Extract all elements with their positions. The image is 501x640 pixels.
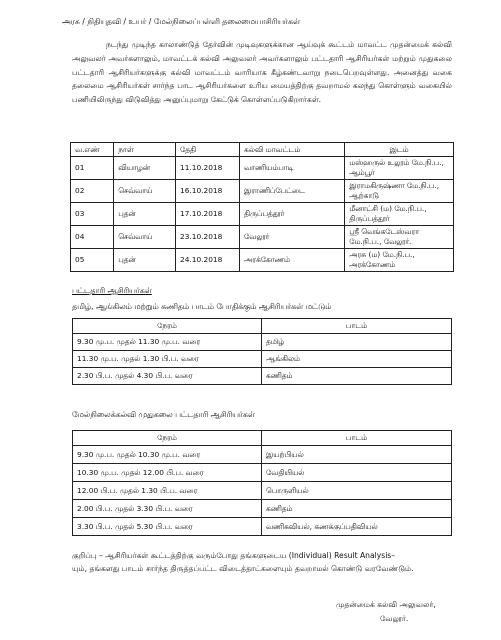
note-line-2: யும், தங்களது பாடம் சார்ந்த திருத்தப்பட்ட விடைத்தாட்களையும் தவறாமல் கொண்டு வரவேண்டும். xyxy=(72,564,414,573)
cell-serial: 01 xyxy=(71,157,114,180)
cell-subject: தமிழ் xyxy=(262,334,452,351)
col-header-subject: பாடம் xyxy=(262,319,452,334)
col-header-time: நேரம் xyxy=(73,431,262,446)
postgraduate-timetable xyxy=(72,430,452,536)
addressee-line: அரசு / நிதியுதவி / உயர் / மேல்நிலைப்பள்ளி தலைமையாசிரியர்கள் xyxy=(62,17,301,26)
col-header-time: நேரம் xyxy=(73,319,262,334)
col-header-subject: பாடம் xyxy=(262,431,452,446)
cell-time: 12.00 பி.ப. முதல் 1.30 பி.ப. வரை xyxy=(73,482,262,500)
table-row xyxy=(73,500,452,518)
cell-time: 9.30 மு.ப. முதல் 10.30 மு.ப. வரை xyxy=(73,446,262,464)
cell-venue: ஸ்ரீ வெங்கடேஸ்வரா மே.நி.ப., வேலூர். xyxy=(345,226,454,249)
cell-date: 16.10.2018 xyxy=(176,180,240,203)
cell-time: 9.30 மு.ப. முதல் 11.30 மு.ப. வரை xyxy=(73,334,262,351)
table-row xyxy=(73,464,452,482)
cell-serial: 05 xyxy=(71,249,114,272)
table-row xyxy=(73,334,452,351)
col-header-serial: வ.எண் xyxy=(71,143,114,157)
table-row xyxy=(71,249,454,272)
cell-venue: மீனாட்சி (ம) மே.நி.ப., திருப்பத்தூர் xyxy=(345,203,454,226)
signature-title: முதன்மைக் கல்வி அலுவலர், xyxy=(336,600,436,609)
postgraduate-heading: மேல்நிலைக்கல்வி முதுகலை பட்டதாரி ஆசிரியர்கள் xyxy=(72,410,255,419)
table-row xyxy=(71,157,454,180)
schedule-table xyxy=(70,142,454,272)
cell-subject: ஆங்கிலம் xyxy=(262,351,452,368)
col-header-day: நாள் xyxy=(114,143,176,157)
intro-section xyxy=(72,38,452,107)
col-header-venue: இடம் xyxy=(345,143,454,157)
note-line-1: குறிப்பு – ஆசிரியர்கள் கூட்டத்திற்கு வரும்போது தங்களுடைய (Individual) Result Analysis– xyxy=(72,551,396,560)
schedule-header-row xyxy=(71,143,454,157)
cell-subject: கணிதம் xyxy=(262,368,452,385)
table-row xyxy=(73,368,452,385)
graduate-timetable xyxy=(72,318,452,385)
cell-subject: வேதியியல் xyxy=(262,464,452,482)
cell-subject: வணிகவியல், கணக்குப்பதிவியல் xyxy=(262,518,452,536)
cell-subject: இயற்பியல் xyxy=(262,446,452,464)
cell-venue: இராமகிருஷ்ணா மே.நி.ப., ஆற்காடு xyxy=(345,180,454,203)
table-row xyxy=(73,482,452,500)
graduate-header-row xyxy=(73,319,452,334)
table-row xyxy=(71,226,454,249)
table-row xyxy=(71,180,454,203)
cell-venue: அரசு (ம) மே.நி.ப., அரக்கோணம் xyxy=(345,249,454,272)
postgraduate-header-row xyxy=(73,431,452,446)
cell-serial: 02 xyxy=(71,180,114,203)
cell-time: 2.00 பி.ப. முதல் 3.30 பி.ப. வரை xyxy=(73,500,262,518)
cell-subject: பொருளியல் xyxy=(262,482,452,500)
table-row xyxy=(73,446,452,464)
table-row xyxy=(71,203,454,226)
cell-time: 10.30 மு.ப. முதல் 12.00 பி.ப. வரை xyxy=(73,464,262,482)
cell-date: 23.10.2018 xyxy=(176,226,240,249)
cell-district: திருப்பத்தூர் xyxy=(240,203,345,226)
cell-day: வியாழன் xyxy=(114,157,176,180)
cell-district: அரக்கோணம் xyxy=(240,249,345,272)
cell-date: 17.10.2018 xyxy=(176,203,240,226)
table-row xyxy=(73,518,452,536)
cell-district: வேலூர் xyxy=(240,226,345,249)
signature-place: வேலூர். xyxy=(380,614,409,623)
cell-date: 11.10.2018 xyxy=(176,157,240,180)
cell-venue: மஸ்ஹருல் உலூம் மே.நி.ப., ஆம்பூர் xyxy=(345,157,454,180)
cell-serial: 03 xyxy=(71,203,114,226)
cell-subject: கணிதம் xyxy=(262,500,452,518)
cell-day: புதன் xyxy=(114,249,176,272)
col-header-date: தேதி xyxy=(176,143,240,157)
cell-day: செவ்வாய் xyxy=(114,180,176,203)
note-section xyxy=(72,549,462,575)
cell-district: வாணியம்பாடி xyxy=(240,157,345,180)
graduate-heading: பட்டதாரி ஆசிரியர்கள் xyxy=(72,286,152,295)
cell-day: செவ்வாய் xyxy=(114,226,176,249)
cell-serial: 04 xyxy=(71,226,114,249)
cell-time: 11.30 மு.ப. முதல் 1.30 பி.ப. வரை xyxy=(73,351,262,368)
intro-paragraph: நடந்து முடிந்த காலாண்டுத் தேர்வின் முடிவுகளுக்கான ஆய்வுக் கூட்டம் மாவட்ட முதன்மைக் கல்வி அலுவலர் அவர்களாலும், மாவட்டக் கல்வி அலுவலர் அவர்களாலும் பட்டதாரி ஆசிரியர்கள் மற்றும் முதுகலை பட்டதாரி ஆசிரியர்களுக்கு கல்வி மாவட்டம் வாரியாக கீழ்கண்டவாறு நடைபெறவுள்ளது. அனைத்து வகை தலைமை ஆசிரியர்கள் சார்ந்த பாட ஆசிரியர்களை உரிய மையத்திற்கு தவறாமல் கலந்து கொள்ளும் வகையில் பணியிலிருந்து விடுவித்து அனுப்புமாறு கேட்டுக் கொள்ளப்படுகிறார்கள். xyxy=(72,40,452,105)
cell-day: புதன் xyxy=(114,203,176,226)
graduate-subheading: தமிழ், ஆங்கிலம் மற்றும் கணிதம் பாடம் போதிக்கும் ஆசிரியர்கள் மட்டும் xyxy=(72,302,332,311)
col-header-district: கல்வி மாவட்டம் xyxy=(240,143,345,157)
cell-time: 2.30 பி.ப. முதல் 4.30 பி.ப. வரை xyxy=(73,368,262,385)
table-row xyxy=(73,351,452,368)
cell-time: 3.30 பி.ப. முதல் 5.30 பி.ப. வரை xyxy=(73,518,262,536)
cell-date: 24.10.2018 xyxy=(176,249,240,272)
cell-district: இராணிப்பேட்டை xyxy=(240,180,345,203)
